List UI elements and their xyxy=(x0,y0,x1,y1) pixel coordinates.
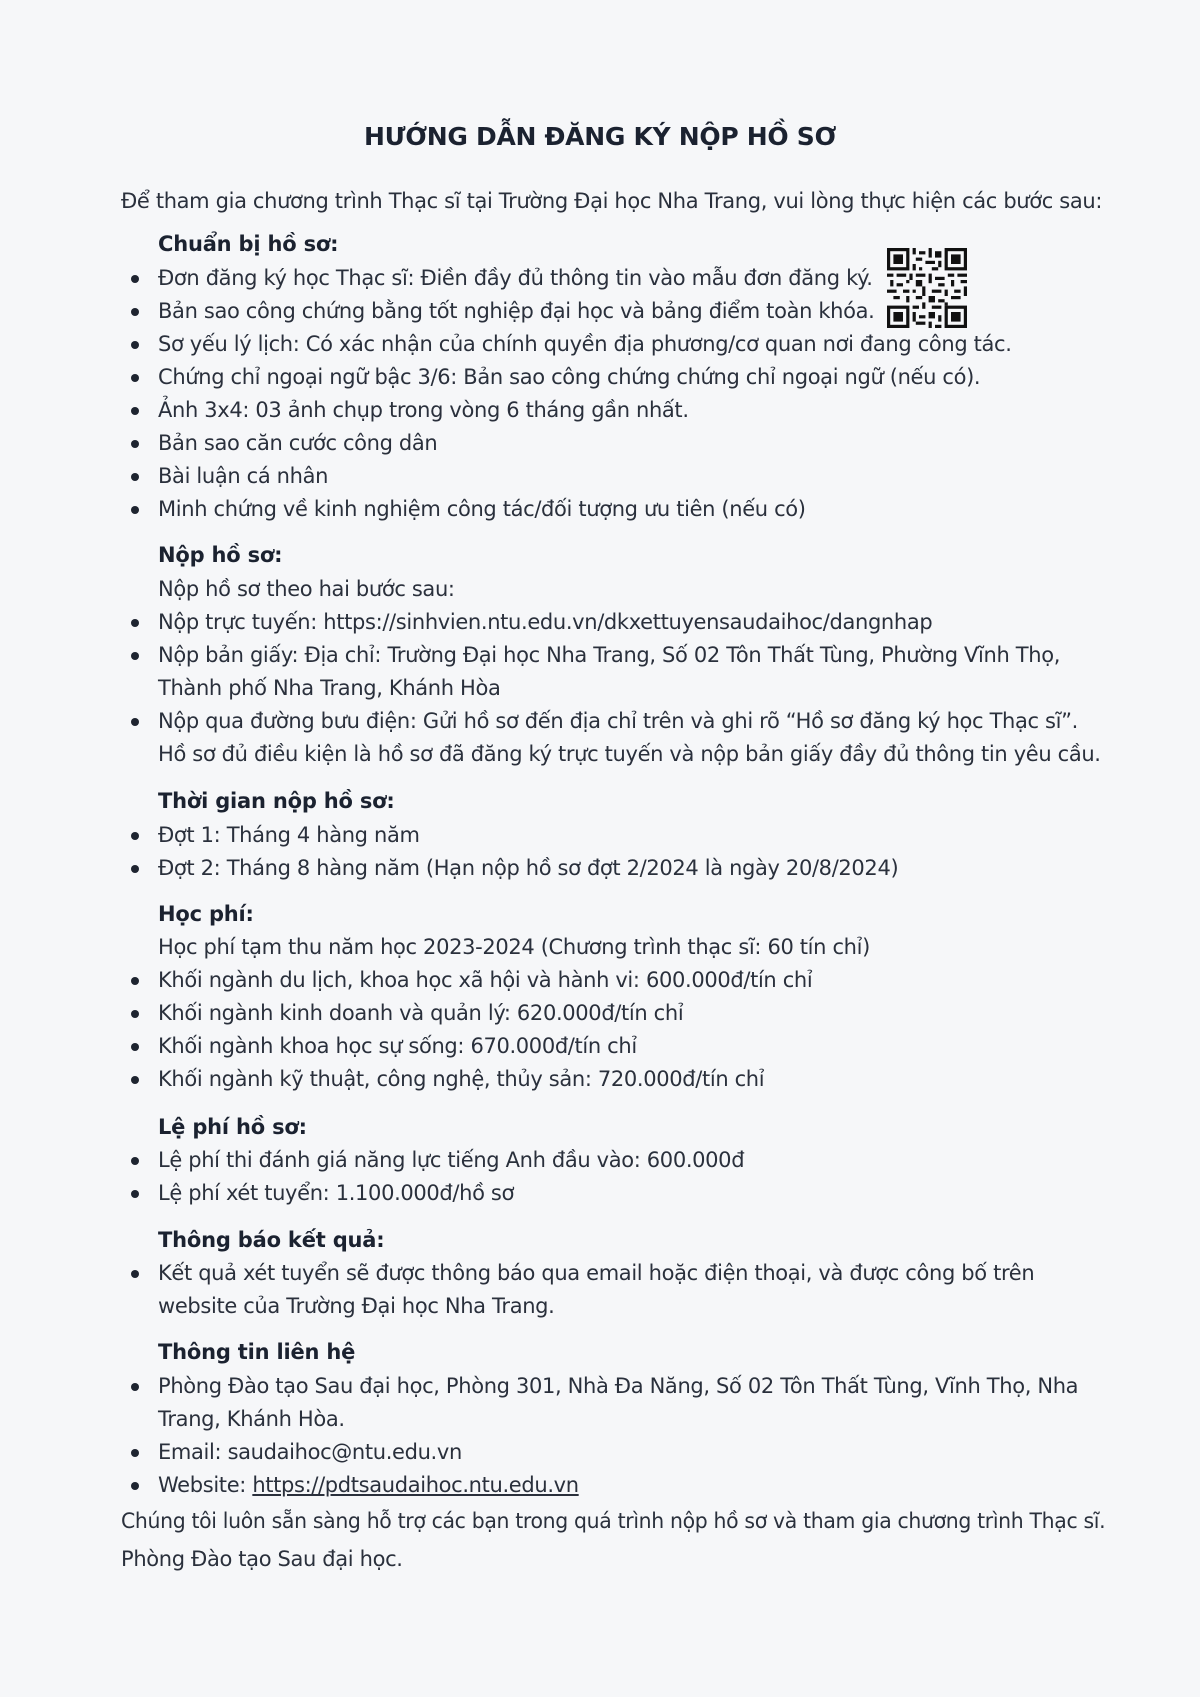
list-item: Đợt 2: Tháng 8 hàng năm (Hạn nộp hồ sơ đợt 2/2024 là ngày 20/8/2024) xyxy=(158,856,899,880)
bullet-icon xyxy=(131,1076,139,1084)
list-item: Nộp bản giấy: Địa chỉ: Trường Đại học Nha Trang, Số 02 Tôn Thất Tùng, Phường Vĩnh Thọ, xyxy=(158,643,1061,667)
website-label: Website: xyxy=(158,1473,253,1497)
bullet-icon xyxy=(131,832,139,840)
bullet-icon xyxy=(131,1482,139,1490)
bullet-icon xyxy=(131,308,139,316)
list-item: Bản sao căn cước công dân xyxy=(158,431,438,455)
bullet-icon xyxy=(131,341,139,349)
website-link[interactable]: https://pdtsaudaihoc.ntu.edu.vn xyxy=(252,1473,579,1497)
bullet-icon xyxy=(131,619,139,627)
list-item: Minh chứng về kinh nghiệm công tác/đối tượng ưu tiên (nếu có) xyxy=(158,497,806,521)
list-item-continuation: Thành phố Nha Trang, Khánh Hòa xyxy=(158,676,501,700)
section-heading-submit: Nộp hồ sơ: xyxy=(158,543,283,567)
list-item: Đơn đăng ký học Thạc sĩ: Điền đầy đủ thông tin vào mẫu đơn đăng ký. xyxy=(158,266,873,290)
bullet-icon xyxy=(131,1270,139,1278)
bullet-icon xyxy=(131,374,139,382)
list-item: Lệ phí xét tuyển: 1.100.000đ/hồ sơ xyxy=(158,1181,515,1205)
bullet-icon xyxy=(131,440,139,448)
contact-email: Email: saudaihoc@ntu.edu.vn xyxy=(158,1440,462,1464)
bullet-icon xyxy=(131,718,139,726)
list-item-continuation: Trang, Khánh Hòa. xyxy=(158,1407,345,1431)
bullet-icon xyxy=(131,1157,139,1165)
list-item: Khối ngành kỹ thuật, công nghệ, thủy sản: 720.000đ/tín chỉ xyxy=(158,1067,765,1091)
intro-text: Để tham gia chương trình Thạc sĩ tại Trường Đại học Nha Trang, vui lòng thực hiện các bước sau: xyxy=(121,189,1103,213)
list-item-continuation: website của Trường Đại học Nha Trang. xyxy=(158,1294,555,1318)
submit-lead-text: Nộp hồ sơ theo hai bước sau: xyxy=(158,577,455,601)
list-item: Sơ yếu lý lịch: Có xác nhận của chính quyền địa phương/cơ quan nơi đang công tác. xyxy=(158,332,1012,356)
list-item: Phòng Đào tạo Sau đại học, Phòng 301, Nhà Đa Năng, Số 02 Tôn Thất Tùng, Vĩnh Thọ, Nha xyxy=(158,1374,1079,1398)
page-title: HƯỚNG DẪN ĐĂNG KÝ NỘP HỒ SƠ xyxy=(364,122,836,151)
closing-text: Chúng tôi luôn sẵn sàng hỗ trợ các bạn trong quá trình nộp hồ sơ và tham gia chương trình Thạc sĩ. xyxy=(121,1509,1106,1533)
bullet-icon xyxy=(131,275,139,283)
bullet-icon xyxy=(131,473,139,481)
qr-code-icon xyxy=(887,248,967,328)
signature-text: Phòng Đào tạo Sau đại học. xyxy=(121,1547,403,1571)
bullet-icon xyxy=(131,506,139,514)
bullet-icon xyxy=(131,407,139,415)
list-item: Ảnh 3x4: 03 ảnh chụp trong vòng 6 tháng gần nhất. xyxy=(158,398,689,422)
bullet-icon xyxy=(131,1010,139,1018)
bullet-icon xyxy=(131,652,139,660)
bullet-icon xyxy=(131,1449,139,1457)
list-item: Chứng chỉ ngoại ngữ bậc 3/6: Bản sao công chứng chứng chỉ ngoại ngữ (nếu có). xyxy=(158,365,981,389)
list-item-continuation: Hồ sơ đủ điều kiện là hồ sơ đã đăng ký trực tuyến và nộp bản giấy đầy đủ thông tin yêu cầu. xyxy=(158,742,1101,766)
list-item: Khối ngành khoa học sự sống: 670.000đ/tín chỉ xyxy=(158,1034,637,1058)
list-item: Kết quả xét tuyển sẽ được thông báo qua email hoặc điện thoại, và được công bố trên xyxy=(158,1261,1035,1285)
list-item: Khối ngành kinh doanh và quản lý: 620.000đ/tín chỉ xyxy=(158,1001,684,1025)
list-item: Bản sao công chứng bằng tốt nghiệp đại học và bảng điểm toàn khóa. xyxy=(158,299,875,323)
list-item: Khối ngành du lịch, khoa học xã hội và hành vi: 600.000đ/tín chỉ xyxy=(158,968,813,992)
section-heading-contact: Thông tin liên hệ xyxy=(158,1340,356,1364)
section-heading-prepare: Chuẩn bị hồ sơ: xyxy=(158,232,339,256)
tuition-lead-text: Học phí tạm thu năm học 2023-2024 (Chương trình thạc sĩ: 60 tín chỉ) xyxy=(158,935,870,959)
section-heading-schedule: Thời gian nộp hồ sơ: xyxy=(158,789,395,813)
list-item: Lệ phí thi đánh giá năng lực tiếng Anh đầu vào: 600.000đ xyxy=(158,1148,745,1172)
list-item: Đợt 1: Tháng 4 hàng năm xyxy=(158,823,420,847)
section-heading-fees: Lệ phí hồ sơ: xyxy=(158,1115,307,1139)
list-item: Nộp qua đường bưu điện: Gửi hồ sơ đến địa chỉ trên và ghi rõ “Hồ sơ đăng ký học Thạc sĩ”. xyxy=(158,709,1078,733)
section-heading-tuition: Học phí: xyxy=(158,902,254,926)
list-item: Nộp trực tuyến: https://sinhvien.ntu.edu.vn/dkxettuyensaudaihoc/dangnhap xyxy=(158,610,933,634)
section-heading-result: Thông báo kết quả: xyxy=(158,1228,385,1252)
bullet-icon xyxy=(131,1190,139,1198)
bullet-icon xyxy=(131,1383,139,1391)
bullet-icon xyxy=(131,865,139,873)
bullet-icon xyxy=(131,1043,139,1051)
contact-website xyxy=(158,1470,579,1500)
bullet-icon xyxy=(131,977,139,985)
list-item: Bài luận cá nhân xyxy=(158,464,329,488)
